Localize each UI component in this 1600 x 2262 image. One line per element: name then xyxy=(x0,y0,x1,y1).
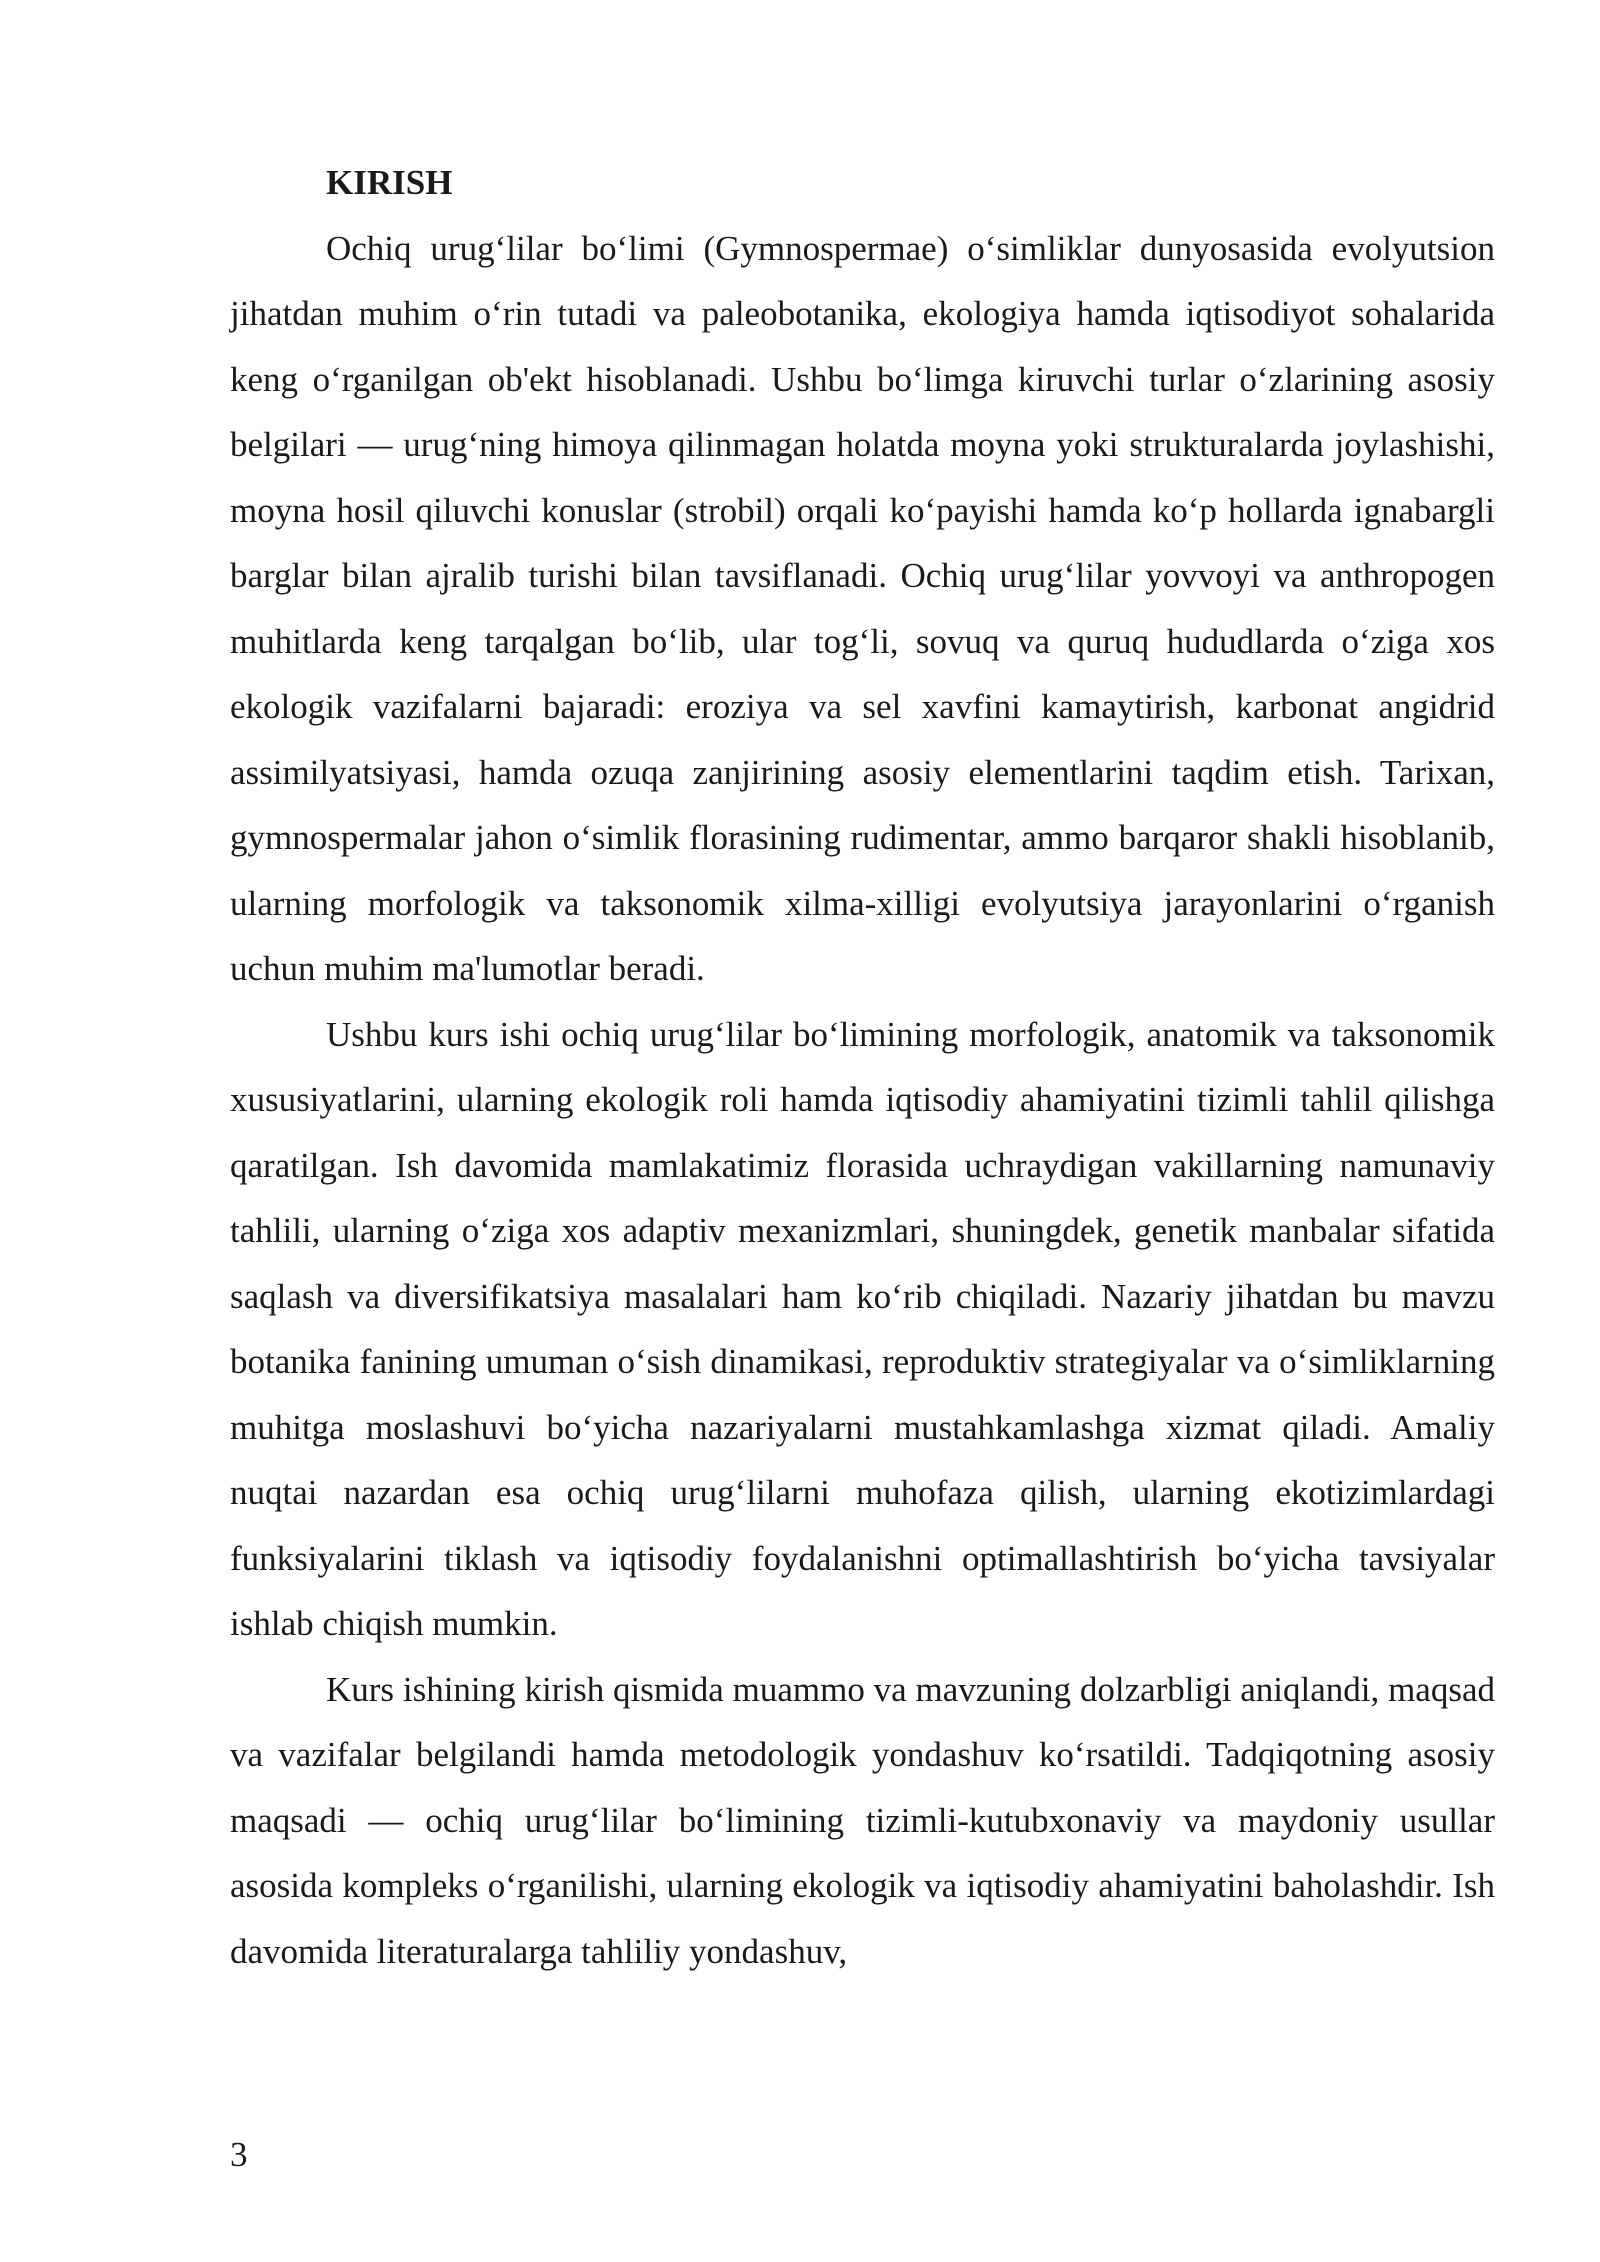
page-number: 3 xyxy=(230,2135,248,2174)
page-body xyxy=(230,150,1495,1984)
section-heading: KIRISH xyxy=(326,163,453,202)
paragraph-1: Ochiq urug‘lilar bo‘limi (Gymnospermae) o‘simliklar dunyosasida evolyutsion jihatdan muhim o‘rin tutadi va paleobotanika, ekologiya hamda iqtisodiyot sohalarida keng o‘rganilgan ob'ekt hisoblanadi. Ushbu bo‘limga kiruvchi turlar o‘zlarining asosiy belgilari — urug‘ning himoya qilinmagan holatda moyna yoki strukturalarda joylashishi, moyna hosil qiluvchi konuslar (strobil) orqali ko‘payishi hamda ko‘p hollarda ignabargli barglar bilan ajralib turishi bilan tavsiflanadi. Ochiq urug‘lilar yovvoyi va anthropogen muhitlarda keng tarqalgan bo‘lib, ular tog‘li, sovuq va quruq hududlarda o‘ziga xos ekologik vazifalarni bajaradi: eroziya va sel xavfini kamaytirish, karbonat angidrid assimilyatsiyasi, hamda ozuqa zanjirining asosiy elementlarini taqdim etish. Tarixan, gymnospermalar jahon o‘simlik florasining rudimentar, ammo barqaror shakli hisoblanib, ularning morfologik va taksonomik xilma-xilligi evolyutsiya jarayonlarini o‘rganish uchun muhim ma'lumotlar beradi. xyxy=(230,228,1495,988)
paragraph-2: Ushbu kurs ishi ochiq urug‘lilar bo‘limining morfologik, anatomik va taksonomik xususiyatlarini, ularning ekologik roli hamda iqtisodiy ahamiyatini tizimli tahlil qilishga qaratilgan. Ish davomida mamlakatimiz florasida uchraydigan vakillarning namunaviy tahlili, ularning o‘ziga xos adaptiv mexanizmlari, shuningdek, genetik manbalar sifatida saqlash va diversifikatsiya masalalari ham ko‘rib chiqiladi. Nazariy jihatdan bu mavzu botanika fanining umuman o‘sish dinamikasi, reproduktiv strategiyalar va o‘simliklarning muhitga moslashuvi bo‘yicha nazariyalarni mustahkamlashga xizmat qiladi. Amaliy nuqtai nazardan esa ochiq urug‘lilarni muhofaza qilish, ularning ekotizimlardagi funksiyalarini tiklash va iqtisodiy foydalanishni optimallashtirish bo‘yicha tavsiyalar ishlab chiqish mumkin. xyxy=(230,1014,1495,1643)
paragraph-3: Kurs ishining kirish qismida muammo va mavzuning dolzarbligi aniqlandi, maqsad va vazifalar belgilandi hamda metodologik yondashuv ko‘rsatildi. Tadqiqotning asosiy maqsadi — ochiq urug‘lilar bo‘limining tizimli-kutubxonaviy va maydoniy usullar asosida kompleks o‘rganilishi, ularning ekologik va iqtisodiy ahamiyatini baholashdir. Ish davomida literaturalarga tahliliy yondashuv, xyxy=(230,1669,1495,1971)
